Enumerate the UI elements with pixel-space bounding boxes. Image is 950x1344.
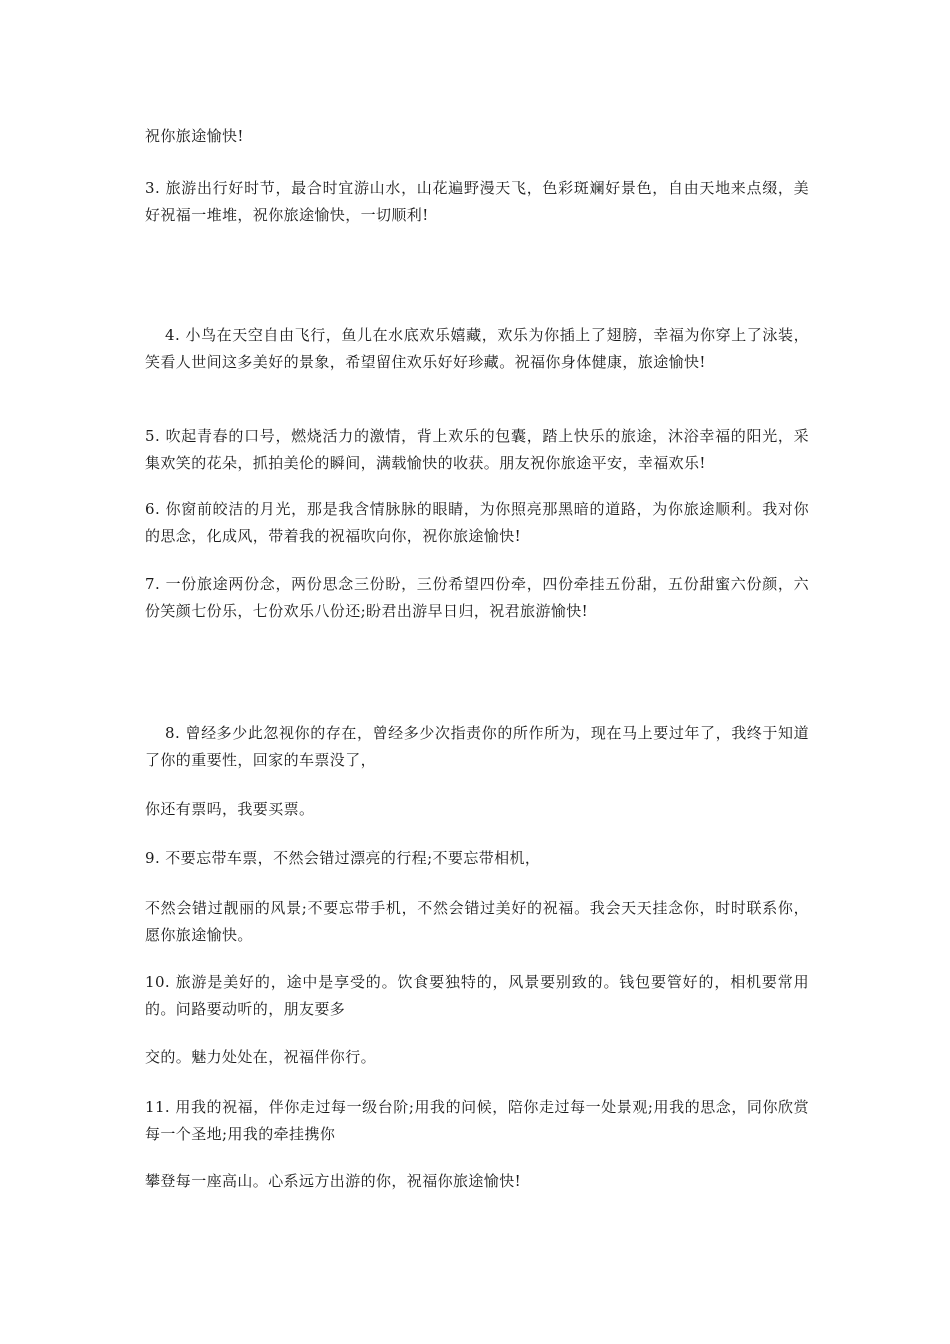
paragraph-item-5: 5. 吹起青春的口号，燃烧活力的激情，背上欢乐的包囊，踏上快乐的旅途，沐浴幸福的阳光，采集欢笑的花朵，抓拍美伦的瞬间，满载愉快的收获。朋友祝你旅途平安，幸福欢乐! [145, 427, 809, 472]
paragraph-item-3: 3. 旅游出行好时节，最合时宜游山水，山花遍野漫天飞，色彩斑斓好景色，自由天地来点缀，美好祝福一堆堆，祝你旅途愉快，一切顺利! [145, 179, 809, 224]
paragraph-item-10: 10. 旅游是美好的，途中是享受的。饮食要独特的，风景要别致的。钱包要管好的，相机要常用的。问路要动听的，朋友要多 [145, 973, 809, 1018]
paragraph-item-11: 11. 用我的祝福，伴你走过每一级台阶;用我的问候，陪你走过每一处景观;用我的思念，同你欣赏每一个圣地;用我的牵挂携你 [145, 1098, 809, 1143]
paragraph-item-10-continued: 交的。魅力处处在，祝福伴你行。 [145, 1048, 377, 1066]
paragraph-item-4: 4. 小鸟在天空自由飞行，鱼儿在水底欢乐嬉藏，欢乐为你插上了翅膀，幸福为你穿上了泳装，笑看人世间这多美好的景象，希望留住欢乐好好珍藏。祝福你身体健康，旅途愉快! [145, 326, 809, 371]
paragraph-item-9-continued: 不然会错过靓丽的风景;不要忘带手机，不然会错过美好的祝福。我会天天挂念你，时时联系你，愿你旅途愉快。 [145, 899, 809, 944]
paragraph-item-11-continued: 攀登每一座高山。心系远方出游的你，祝福你旅途愉快! [145, 1172, 522, 1190]
paragraph-item-7: 7. 一份旅途两份念，两份思念三份盼，三份希望四份牵，四份牵挂五份甜，五份甜蜜六份颜，六份笑颜七份乐，七份欢乐八份还;盼君出游早日归，祝君旅游愉快! [145, 575, 809, 620]
paragraph-item-9: 9. 不要忘带车票，不然会错过漂亮的行程;不要忘带相机， [145, 849, 541, 867]
paragraph-item-8-continued: 你还有票吗，我要买票。 [145, 800, 315, 818]
paragraph-item-6: 6. 你窗前皎洁的月光，那是我含情脉脉的眼睛，为你照亮那黑暗的道路，为你旅途顺利。我对你的思念，化成风，带着我的祝福吹向你，祝你旅途愉快! [145, 500, 809, 545]
paragraph-item-8: 8. 曾经多少此忽视你的存在，曾经多少次指责你的所作所为，现在马上要过年了，我终于知道了你的重要性，回家的车票没了， [145, 724, 809, 769]
paragraph-closing-wish: 祝你旅途愉快! [145, 127, 244, 145]
